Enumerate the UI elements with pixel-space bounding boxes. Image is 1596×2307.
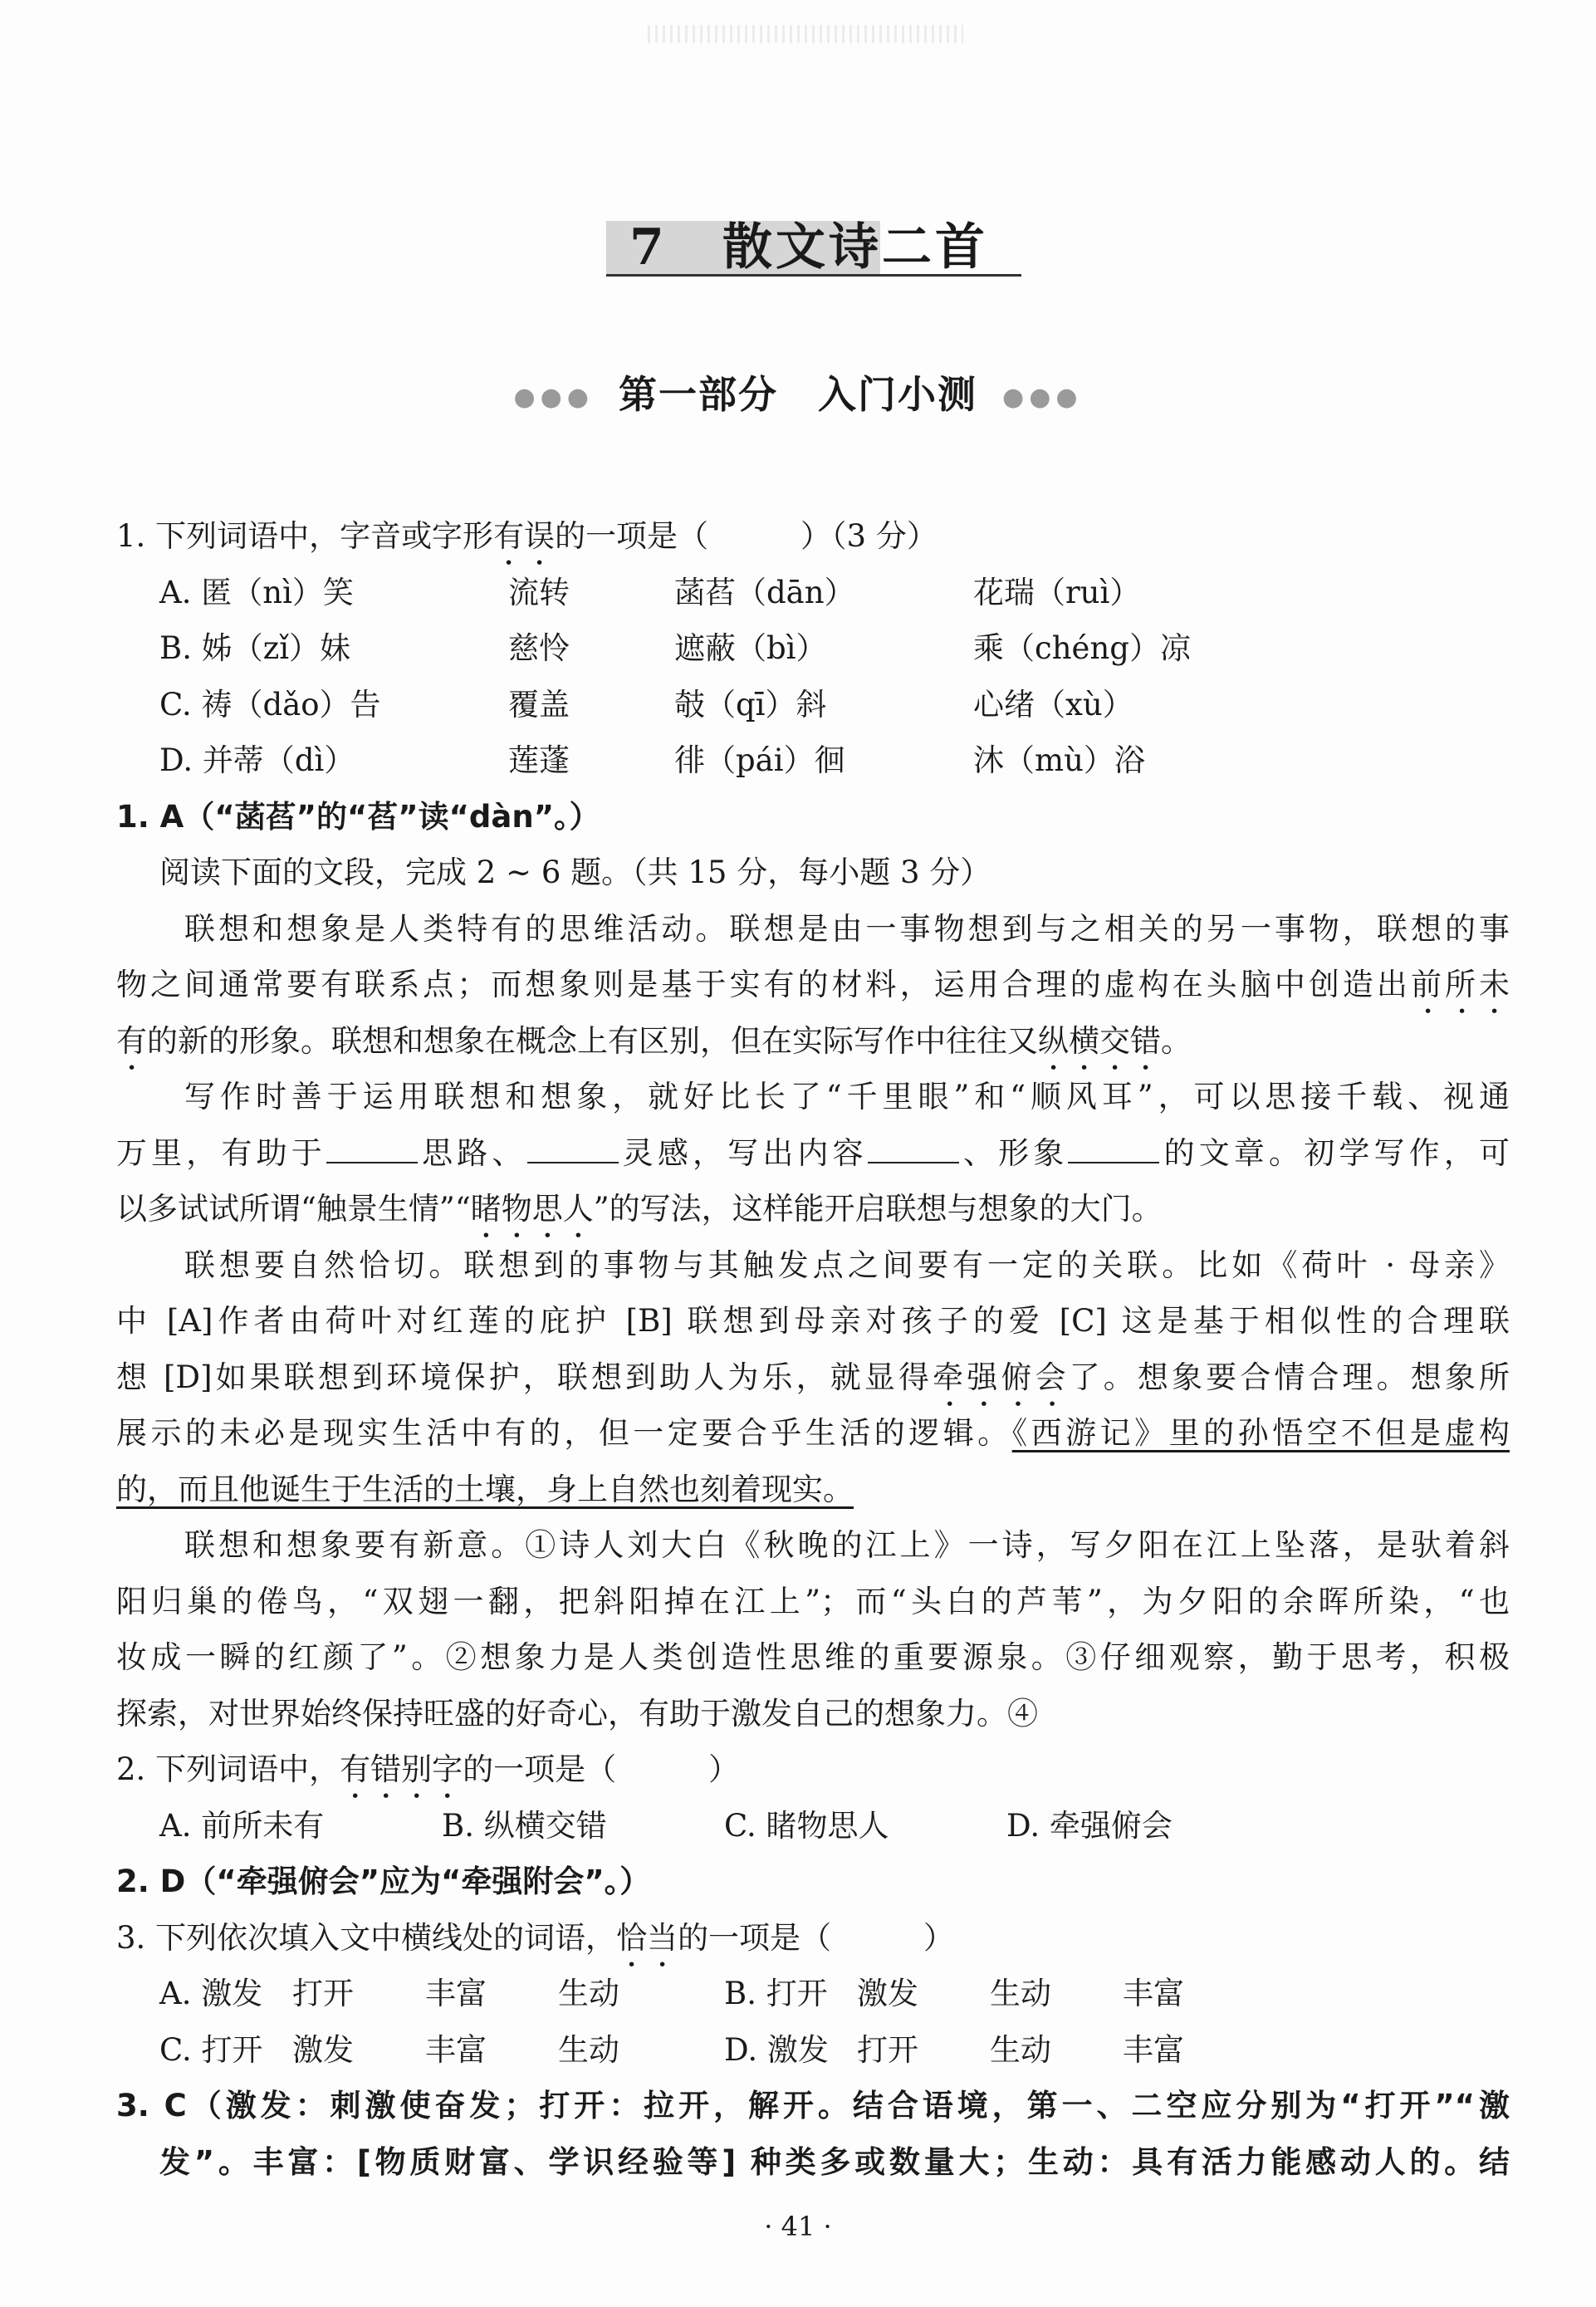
chapter-title — [606, 214, 1021, 282]
passage-line: 探索，对世界始终保持旺盛的好奇心，有助于激发自己的想象力。④ — [116, 1695, 1038, 1731]
q3-option: C. 打开 — [159, 2031, 263, 2068]
q1-stem-tail: 的一项是（ ）（3 分） — [555, 518, 938, 554]
q2-stem-tail: 的一项是（ ） — [463, 1751, 740, 1787]
passage-emphasis: 有 — [116, 1022, 147, 1059]
chapter-number: 7 — [629, 218, 664, 277]
passage-line — [116, 957, 1511, 1013]
content — [116, 508, 1511, 2190]
q1-option-b2: 慈怜 — [508, 630, 570, 666]
passage-text: 。 — [1161, 1022, 1192, 1059]
q2-option-a: A. 前所未有 — [159, 1807, 325, 1844]
q1-option-d3: 徘（pái）徊 — [674, 742, 845, 778]
passage-line: 联想和想象是人类特有的思维活动。联想是由一事物想到与之相关的另一事物，联想的事 — [184, 910, 1510, 947]
q3-option: 生动 — [558, 2031, 619, 2068]
q1-option-c3: 攲（qī）斜 — [674, 686, 827, 722]
passage-line — [116, 1013, 1511, 1070]
q1-option-row — [116, 732, 1511, 789]
q3-option: 生动 — [990, 1976, 1051, 2011]
passage-underlined: 《西游记》里的孙悟空不但是虚构 — [1011, 1415, 1510, 1451]
passage-text: 思路、 — [417, 1134, 527, 1171]
q3-option: 丰富 — [1123, 1976, 1184, 2011]
q3-answer-line: 3. C（激发：刺激使奋发；打开：拉开，解开。结合语境，第一、二空应分别为“打开”“激 — [116, 2088, 1510, 2123]
fill-blank-3[interactable] — [868, 1137, 959, 1163]
passage-emphasis: 前所未 — [1410, 967, 1510, 1002]
q1-option-b3: 遮蔽（bì） — [674, 630, 827, 666]
q1-stem — [116, 508, 1511, 565]
passage-emphasis: 牵强俯会 — [933, 1359, 1070, 1395]
q3-stem-text: 3. 下列依次填入文中横线处的词语， — [116, 1919, 617, 1956]
q3-option: 生动 — [558, 1976, 619, 2011]
q3-options-row — [116, 2022, 1511, 2079]
passage-line: 妆成一瞬的红颜了”。②想象力是人类创造性思维的重要源泉。③仔细观察，勤于思考，积极 — [116, 1639, 1510, 1675]
fill-blank-4[interactable] — [1068, 1137, 1159, 1163]
q1-option-a4: 花瑞（ruì） — [973, 574, 1141, 610]
passage-text: 的文章。初学写作，可 — [1159, 1134, 1510, 1171]
passage-text: 的新的形象。联想和想象在概念上有区别，但在实际写作中往往又 — [147, 1022, 1038, 1059]
passage-emphasis: 纵横交错 — [1038, 1022, 1161, 1059]
q3-stem-tail: 的一项是（ ） — [678, 1919, 955, 1956]
passage-text: 物之间通常要有联系点；而想象则是基于实有的材料，运用合理的虚构在头脑中创造出 — [116, 967, 1411, 1002]
q2-stem-text: 2. 下列词语中， — [116, 1751, 340, 1787]
passage-text: 想 [D]如果联想到环境保护，联想到助人为乐，就显得 — [116, 1359, 933, 1395]
passage-line: 联想要自然恰切。联想到的事物与其触发点之间要有一定的关联。比如《荷叶 · 母亲》 — [184, 1247, 1510, 1283]
q1-option-a2: 流转 — [508, 574, 570, 610]
q3-option: 丰富 — [425, 1976, 487, 2011]
passage-line: 联想和想象要有新意。①诗人刘大白《秋晚的江上》一诗，写夕阳在江上坠落，是驮着斜 — [184, 1527, 1510, 1563]
q2-option-d: D. 牵强俯会 — [1006, 1807, 1173, 1844]
passage-line: 写作时善于运用联想和想象，就好比长了“千里眼”和“顺风耳”，可以思接千载、视通 — [184, 1079, 1510, 1114]
section-heading — [0, 365, 1596, 427]
q1-option-d2: 莲蓬 — [508, 742, 570, 778]
q3-stem-emphasis: 恰当 — [616, 1919, 678, 1956]
q1-option-c1: C. 祷（dǎo）告 — [159, 686, 381, 722]
passage-text: ”的写法，这样能开启联想与想象的大门。 — [593, 1191, 1163, 1227]
q3-options-row — [116, 1966, 1511, 2022]
q1-option-a3: 菡萏（dān） — [674, 574, 855, 610]
q3-option: 丰富 — [1123, 2031, 1184, 2068]
fill-blank-2[interactable] — [527, 1137, 619, 1163]
q1-option-row — [116, 565, 1511, 621]
q2-stem — [116, 1741, 1511, 1798]
passage-line — [116, 1125, 1511, 1182]
passage-line — [116, 1405, 1511, 1462]
q2-answer: 2. D（“牵强俯会”应为“牵强附会”。） — [116, 1864, 651, 1899]
q1-option-c2: 覆盖 — [508, 686, 570, 722]
passage-text: 灵感，写出内容 — [618, 1134, 868, 1171]
passage-line — [116, 1181, 1511, 1237]
q3-option: 打开 — [292, 1976, 354, 2011]
q1-option-row — [116, 677, 1511, 733]
fill-blank-1[interactable] — [326, 1137, 418, 1163]
q3-option: 激发 — [292, 2031, 354, 2068]
q1-stem-text: 1. 下列词语中，字音或字形 — [116, 518, 494, 554]
scan-artifact — [648, 25, 963, 43]
section-dots-right: ●●● — [1002, 383, 1083, 412]
passage-emphasis: 睹物思人 — [470, 1191, 594, 1227]
q3-option: D. 激发 — [724, 2031, 829, 2068]
passage-text: 、形象 — [958, 1134, 1069, 1171]
passage-underlined: 的，而且他诞生于生活的土壤，身上自然也刻着现实。 — [116, 1471, 854, 1507]
reading-intro: 阅读下面的文段，完成 2 ~ 6 题。（共 15 分，每小题 3 分） — [159, 855, 991, 890]
q3-option: 打开 — [857, 2031, 918, 2068]
page-number: · 41 · — [764, 2211, 832, 2242]
passage-line: 阳归巢的倦鸟，“双翅一翻，把斜阳掉在江上”；而“头白的芦苇”，为夕阳的余晖所染，“也 — [116, 1583, 1510, 1619]
q2-options — [116, 1798, 1511, 1854]
q3-option: 激发 — [857, 1976, 918, 2011]
q2-option-b: B. 纵横交错 — [442, 1807, 607, 1844]
q2-option-c: C. 睹物思人 — [724, 1807, 889, 1844]
q1-option-c4: 心绪（xù） — [973, 686, 1133, 722]
q3-answer-line: 发”。丰富：[物质财富、学识经验等] 种类多或数量大；生动：具有活力能感动人的。结 — [159, 2143, 1510, 2180]
q1-option-row — [116, 620, 1511, 677]
passage-line: 中 [A]作者由荷叶对红莲的庇护 [B] 联想到母亲对孩子的爱 [C] 这是基于相似性的合理联 — [116, 1303, 1510, 1339]
q1-option-d4: 沐（mù）浴 — [973, 742, 1145, 778]
q2-stem-emphasis: 有错别字 — [340, 1751, 463, 1787]
q1-option-d1: D. 并蒂（dì） — [159, 742, 355, 778]
q1-option-a1: A. 匿（nì）笑 — [159, 574, 354, 610]
passage-text: 以多试试所谓“触景生情”“ — [116, 1191, 471, 1227]
passage-text: 万里，有助于 — [116, 1134, 326, 1171]
q3-option: A. 激发 — [159, 1976, 263, 2011]
q1-stem-emphasis: 有误 — [493, 518, 556, 554]
section-dots-left: ●●● — [513, 383, 594, 412]
q3-option: B. 打开 — [724, 1976, 828, 2011]
q1-option-b4: 乘（chéng）凉 — [973, 630, 1191, 666]
q1-answer: 1. A（“菡萏”的“萏”读“dàn”。） — [116, 798, 600, 835]
q3-stem — [116, 1910, 1511, 1967]
passage-text: 展示的未必是现实生活中有的，但一定要合乎生活的逻辑。 — [116, 1415, 1012, 1451]
passage-line — [116, 1349, 1511, 1406]
passage-line — [116, 1462, 1511, 1518]
q1-option-b1: B. 姊（zǐ）妹 — [159, 630, 351, 666]
section-title: 第一部分 入门小测 — [619, 372, 977, 417]
passage-text: 了。想象要合情合理。想象所 — [1069, 1359, 1510, 1395]
q3-option: 丰富 — [425, 2031, 487, 2068]
q3-option: 生动 — [990, 2031, 1051, 2068]
chapter-heading: 散文诗二首 — [722, 218, 988, 277]
